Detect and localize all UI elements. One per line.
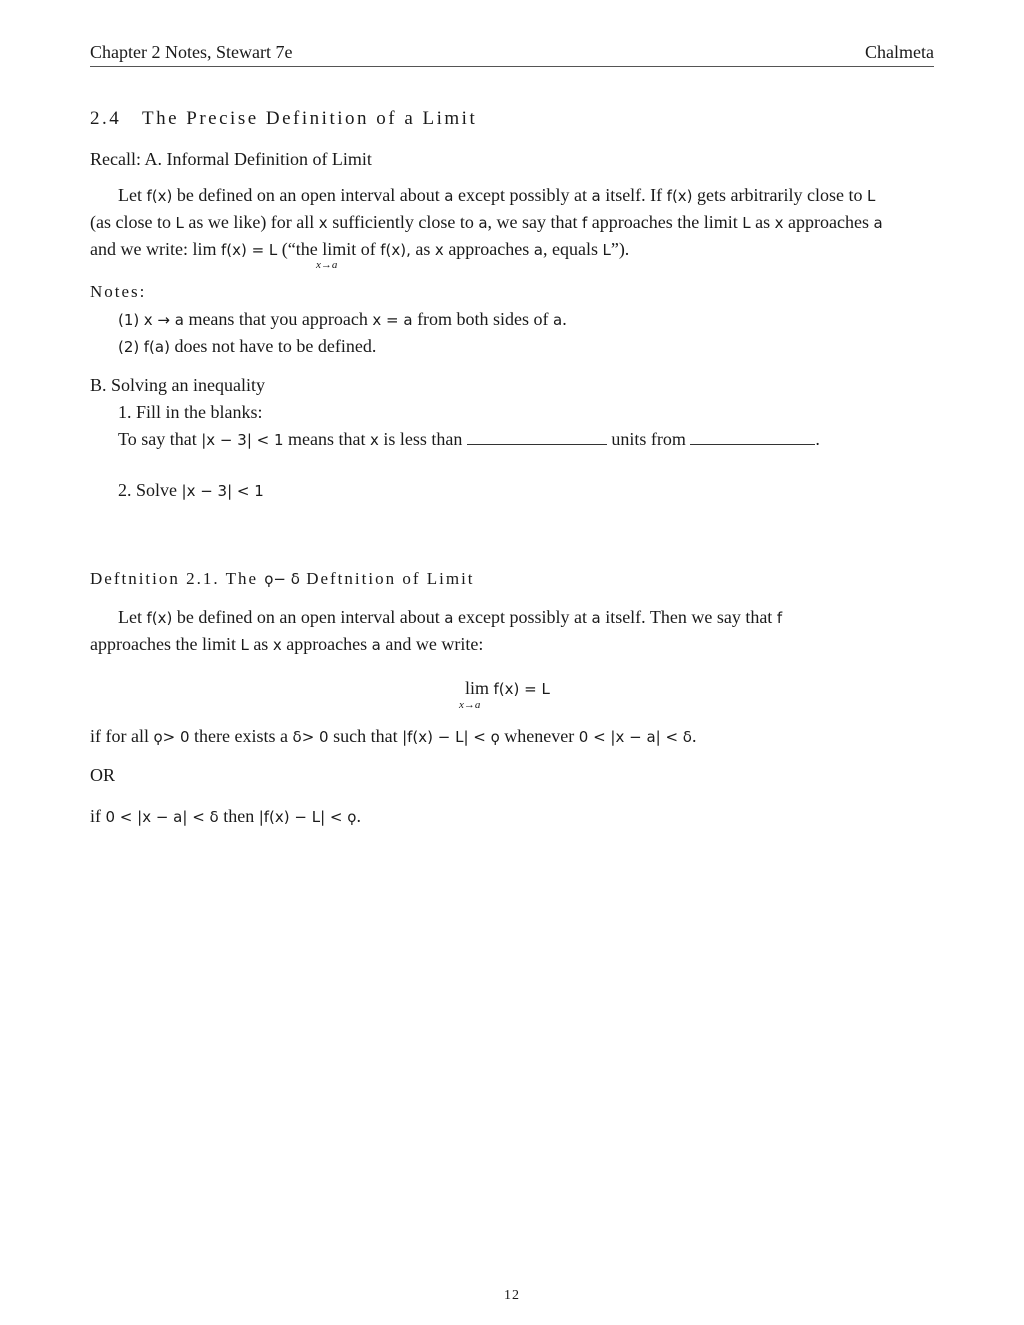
recall-heading: Recall: A. Informal Definition of Limit bbox=[90, 149, 372, 169]
math: f(x) = L bbox=[220, 241, 278, 259]
list-number: (1) bbox=[118, 311, 140, 329]
math: f(a) bbox=[143, 338, 170, 356]
text: if bbox=[90, 806, 106, 826]
text: . bbox=[356, 806, 361, 826]
math: ϙ− δ bbox=[264, 570, 300, 588]
definition-line-2 bbox=[90, 632, 483, 657]
text: . bbox=[691, 726, 697, 746]
text: as bbox=[750, 212, 775, 232]
lim-word: lim bbox=[465, 678, 490, 698]
fill-in-blank-line bbox=[118, 427, 820, 452]
math: a bbox=[533, 241, 543, 259]
recall-para-line3 bbox=[90, 237, 629, 262]
text: except possibly at bbox=[453, 185, 592, 205]
definition-line-1 bbox=[118, 605, 782, 630]
list-number: (2) bbox=[118, 338, 140, 356]
text: sufficiently close to bbox=[327, 212, 479, 232]
text: Let bbox=[118, 185, 147, 205]
math: a bbox=[444, 609, 454, 627]
math: f(x) bbox=[146, 187, 173, 205]
text: does not have to be defined. bbox=[169, 336, 377, 356]
definition-alternate bbox=[90, 804, 361, 829]
text: as bbox=[248, 634, 273, 654]
math: x bbox=[370, 431, 379, 449]
text: as bbox=[410, 239, 435, 259]
math: f bbox=[582, 214, 588, 232]
math: f(x) bbox=[146, 609, 173, 627]
limit-display-equation bbox=[465, 678, 550, 699]
text: itself. If bbox=[600, 185, 667, 205]
text: . bbox=[562, 309, 567, 329]
list-number: 1. bbox=[118, 402, 132, 422]
text: Fill in the blanks: bbox=[136, 402, 263, 422]
math: f(x), bbox=[380, 241, 411, 259]
math: δ> 0 bbox=[292, 728, 329, 746]
text: then bbox=[218, 806, 259, 826]
math: 0 < |x − a| < δ bbox=[105, 808, 219, 826]
notes-item-1 bbox=[118, 307, 567, 332]
solving-item-2 bbox=[118, 478, 264, 503]
math: a bbox=[371, 636, 381, 654]
solving-heading: B. Solving an inequality bbox=[90, 375, 265, 395]
math: L bbox=[175, 214, 184, 232]
text: whenever bbox=[499, 726, 579, 746]
text: ”). bbox=[610, 239, 630, 259]
text: To say that bbox=[118, 429, 202, 449]
text: except possibly at bbox=[453, 607, 592, 627]
text: and we write: bbox=[380, 634, 484, 654]
recall-para-line2 bbox=[90, 210, 883, 235]
text: means that bbox=[283, 429, 370, 449]
math: L bbox=[867, 187, 876, 205]
math: f(x) = L bbox=[493, 680, 550, 698]
math: 0 < |x − a| < δ bbox=[578, 728, 692, 746]
math: ϙ> 0 bbox=[153, 728, 190, 746]
text: (as close to bbox=[90, 212, 176, 232]
math: a bbox=[591, 609, 601, 627]
text: , we say that bbox=[487, 212, 583, 232]
page-number: 12 bbox=[504, 1288, 520, 1303]
math: a bbox=[444, 187, 454, 205]
math: x bbox=[434, 241, 444, 259]
math: f bbox=[776, 609, 783, 627]
math: a bbox=[478, 214, 488, 232]
section-number: 2.4 bbox=[90, 108, 122, 129]
math: |f(x) − L| < ϙ bbox=[402, 728, 500, 746]
or-label: OR bbox=[90, 765, 116, 785]
math: a bbox=[591, 187, 601, 205]
answer-blank-1[interactable] bbox=[467, 430, 607, 445]
text: is less than bbox=[378, 429, 467, 449]
math: |x − 3| < 1 bbox=[201, 431, 284, 449]
text: Deftnition of Limit bbox=[299, 569, 475, 588]
text: , equals bbox=[542, 239, 603, 259]
answer-blank-2[interactable] bbox=[690, 430, 815, 445]
text: approaches bbox=[281, 634, 372, 654]
text: be defined on an open interval about bbox=[172, 185, 445, 205]
text: approaches the limit bbox=[90, 634, 241, 654]
header-right: Chalmeta bbox=[865, 42, 934, 62]
text: gets arbitrarily close to bbox=[692, 185, 867, 205]
notes-item-2 bbox=[118, 334, 376, 359]
math: a bbox=[553, 311, 563, 329]
definition-condition bbox=[90, 724, 696, 749]
document-page bbox=[90, 0, 934, 1325]
math: x → a bbox=[143, 311, 184, 329]
math: f(x) bbox=[666, 187, 693, 205]
lim-subscript: x→a bbox=[316, 259, 338, 271]
text: if for all bbox=[90, 726, 154, 746]
text: itself. Then we say that bbox=[600, 607, 777, 627]
list-number: 2. bbox=[118, 480, 132, 500]
math: L bbox=[602, 241, 611, 259]
text: approaches the limit bbox=[587, 212, 743, 232]
definition-heading bbox=[90, 567, 475, 591]
section-title-text: The Precise Definition of a Limit bbox=[142, 108, 478, 129]
text: (“the limit of bbox=[277, 239, 381, 259]
text: from both sides of bbox=[412, 309, 554, 329]
header-left: Chapter 2 Notes, Stewart 7e bbox=[90, 42, 293, 62]
text: . bbox=[815, 429, 820, 449]
math: L bbox=[240, 636, 249, 654]
text: Solve bbox=[136, 480, 182, 500]
math: |f(x) − L| < ϙ bbox=[258, 808, 357, 826]
page-header bbox=[90, 42, 934, 67]
section-title bbox=[90, 108, 477, 130]
lim-subscript: x→a bbox=[459, 699, 481, 711]
solving-item-1 bbox=[118, 400, 263, 424]
text: means that you approach bbox=[183, 309, 373, 329]
text: approaches bbox=[443, 239, 534, 259]
math: x bbox=[318, 214, 328, 232]
text: Let bbox=[118, 607, 147, 627]
math: x bbox=[272, 636, 282, 654]
text: units from bbox=[606, 429, 691, 449]
text: there exists a bbox=[189, 726, 293, 746]
recall-para-line1 bbox=[118, 183, 875, 208]
math: x bbox=[774, 214, 784, 232]
notes-heading: Notes: bbox=[90, 282, 147, 301]
math: a bbox=[873, 214, 883, 232]
text: and we write: lim bbox=[90, 239, 221, 259]
math: x = a bbox=[372, 311, 413, 329]
text: be defined on an open interval about bbox=[172, 607, 445, 627]
text: as we like) for all bbox=[183, 212, 319, 232]
math: L bbox=[742, 214, 751, 232]
text: approaches bbox=[783, 212, 874, 232]
text: such that bbox=[328, 726, 403, 746]
math: |x − 3| < 1 bbox=[181, 482, 264, 500]
text: Deftnition 2.1. The bbox=[90, 569, 265, 588]
